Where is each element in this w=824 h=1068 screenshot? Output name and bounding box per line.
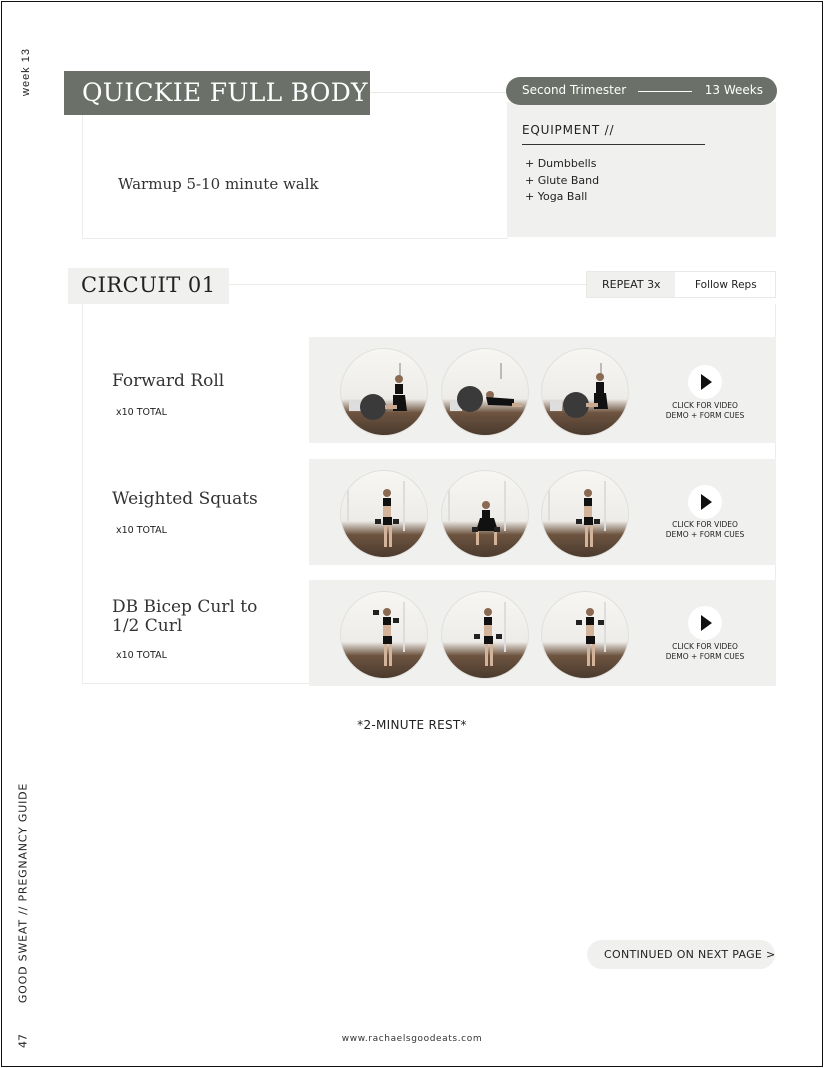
video-link-label[interactable] bbox=[655, 401, 755, 421]
exercise-photo bbox=[340, 470, 428, 558]
exercise-photo bbox=[541, 348, 629, 436]
play-icon[interactable] bbox=[688, 365, 722, 399]
exercise-photo bbox=[441, 470, 529, 558]
continued-button[interactable] bbox=[587, 940, 775, 969]
video-link-label[interactable] bbox=[655, 520, 755, 540]
weeks-label: 13 Weeks bbox=[704, 83, 763, 97]
video-label-line: CLICK FOR VIDEO bbox=[672, 520, 738, 529]
circuit-title-box bbox=[68, 268, 229, 304]
repeat-label-box bbox=[587, 272, 675, 297]
page-number: 47 bbox=[16, 1034, 30, 1048]
exercise-photo bbox=[340, 591, 428, 679]
reps-note: Follow Reps bbox=[695, 279, 757, 291]
video-label-line: DEMO + FORM CUES bbox=[665, 652, 745, 661]
exercise-media-panel bbox=[309, 459, 776, 565]
rest-text: *2-MINUTE REST* bbox=[357, 718, 467, 732]
video-link-label[interactable] bbox=[655, 642, 755, 662]
title-divider bbox=[370, 92, 508, 93]
exercise-photo bbox=[541, 470, 629, 558]
exercise-row bbox=[82, 580, 776, 686]
repeat-box bbox=[586, 271, 776, 298]
play-icon[interactable] bbox=[688, 485, 722, 519]
trimester-pill bbox=[506, 77, 777, 105]
exercise-photo bbox=[541, 591, 629, 679]
circuit-divider bbox=[229, 284, 587, 285]
exercise-reps: x10 TOTAL bbox=[116, 407, 167, 418]
week-label: week 13 bbox=[20, 48, 32, 96]
exercise-photo bbox=[340, 348, 428, 436]
play-icon[interactable] bbox=[688, 606, 722, 640]
page-title-box bbox=[64, 71, 370, 115]
equipment-title: EQUIPMENT // bbox=[522, 123, 615, 137]
rest-note bbox=[0, 718, 824, 732]
trimester-label: Second Trimester bbox=[522, 83, 627, 97]
exercise-name: Forward Roll bbox=[112, 371, 225, 391]
footer-url[interactable]: www.rachaelsgoodeats.com bbox=[341, 1034, 483, 1044]
exercise-photo bbox=[441, 348, 529, 436]
exercise-media-panel bbox=[309, 337, 776, 443]
exercise-name: Weighted Squats bbox=[112, 489, 258, 509]
video-label-line: CLICK FOR VIDEO bbox=[672, 642, 738, 651]
guide-label: GOOD SWEAT // PREGNANCY GUIDE bbox=[16, 782, 30, 1004]
equipment-item: + Dumbbells bbox=[525, 157, 597, 170]
exercise-name: DB Bicep Curl to 1/2 Curl bbox=[112, 597, 258, 636]
equipment-item: + Yoga Ball bbox=[525, 190, 588, 203]
exercise-row bbox=[82, 459, 776, 565]
exercise-photo bbox=[441, 591, 529, 679]
page-title: QUICKIE FULL BODY bbox=[82, 78, 368, 107]
equipment-list bbox=[525, 156, 599, 206]
exercise-media-panel bbox=[309, 580, 776, 686]
video-label-line: DEMO + FORM CUES bbox=[665, 411, 745, 420]
exercise-row bbox=[82, 337, 776, 443]
equipment-divider bbox=[522, 144, 705, 145]
trimester-divider bbox=[638, 91, 692, 92]
warmup-text: Warmup 5-10 minute walk bbox=[118, 175, 319, 193]
continued-label: CONTINUED ON NEXT PAGE > bbox=[604, 948, 776, 961]
circuit-title: CIRCUIT 01 bbox=[81, 273, 216, 297]
repeat-label: REPEAT 3x bbox=[602, 278, 661, 291]
equipment-item: + Glute Band bbox=[525, 173, 600, 187]
video-label-line: DEMO + FORM CUES bbox=[665, 530, 745, 539]
exercise-reps: x10 TOTAL bbox=[116, 650, 167, 661]
equipment-panel bbox=[507, 102, 776, 237]
video-label-line: CLICK FOR VIDEO bbox=[672, 401, 738, 410]
exercise-reps: x10 TOTAL bbox=[116, 525, 167, 536]
